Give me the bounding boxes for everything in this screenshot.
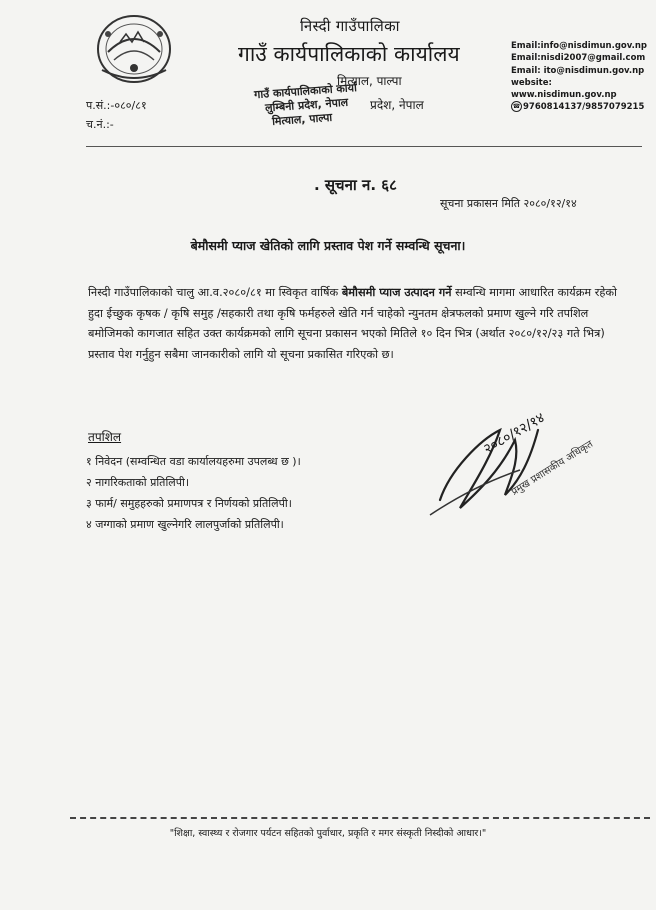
header-divider	[86, 146, 642, 147]
publication-date: सूचना प्रकासन मिति २०८०/१२/१४	[440, 197, 577, 210]
footer-divider	[70, 817, 650, 819]
details-heading: तपशिल	[88, 430, 122, 444]
dispatch-number: च.नं.:-	[86, 118, 114, 131]
phone-number: 9760814137/9857079215	[523, 102, 645, 113]
email-2: Email:nisdi2007@gmail.com	[511, 53, 646, 64]
email-1: Email:info@nisdimun.gov.np	[511, 41, 647, 51]
office-province: प्रदेश, नेपाल	[370, 98, 424, 112]
notice-number: . सूचना न. ६८	[314, 176, 397, 194]
details-item: १ निवेदन (सम्वन्धित वडा कार्यालयहरुमा उपलब्ध छ )।	[86, 455, 301, 468]
phone-icon: ☎	[512, 103, 521, 111]
phone-line	[511, 101, 647, 113]
stamp-line-2: लुम्बिनी प्रदेश, नेपाल	[264, 95, 349, 115]
notice-body	[88, 283, 624, 365]
website: www.nisdimun.gov.np	[511, 90, 617, 101]
office-name: गाउँ कार्यपालिकाको कार्यालय	[238, 42, 460, 66]
notice-subject: बेमौसमी प्याज खेतिको लागि प्रस्ताव पेश गर्ने सम्वन्धि सूचना।	[190, 238, 466, 253]
email-3: Email: ito@nisdimun.gov.np	[511, 65, 645, 76]
details-list	[86, 451, 301, 535]
stamp-line-1: गाउँ कार्यपालिकाको कार्या	[253, 81, 358, 102]
body-text-1: निस्दी गाउँपालिकाको चालु आ.व.२०८०/८१ मा स्विकृत वार्षिक	[88, 286, 342, 299]
footer-motto: "शिक्षा, स्वास्थ्य र रोजगार पर्यटन सहितको पुर्वाधार, प्रकृति र मगर संस्कृती निस्दीको आधार।"	[169, 828, 487, 839]
reference-number: प.सं.:-०८०/८१	[86, 99, 147, 112]
body-text-2: सम्वन्धि मागमा आधारित कार्यक्रम रहेको हुदा ईच्छुक कृषक / कृषि समुह /सहकारी तथा कृषि फर्महरुले खेति गर्न चाहेको न्युनतम क्षेत्रफलको प्रमाण खुल्ने गरि तपशिल बमोजिमको कागजात सहित उक्त कार्यक्रमको लागि सूचना प्रकासन भएको मितिले १० दिन भित्र (अर्थात २०८०/१२/२३ गते भित्र) प्रस्ताव पेश गर्नुहुन सबैमा जानकारीको लागि यो सूचना प्रकासित गरिएको छ।	[88, 286, 617, 361]
details-item: ३ फार्म/ समुहहरुको प्रमाणपत्र र निर्णयको प्रतिलिपी।	[86, 497, 292, 510]
website-label: website:	[511, 77, 552, 88]
signature-title: प्रमुख प्रशासकीय अधिकृत	[509, 438, 596, 498]
body-text-bold: बेमौसमी प्याज उत्पादन गर्ने	[341, 286, 452, 299]
org-name: निस्दी गाउँपालिका	[300, 17, 400, 35]
details-item: ४ जग्गाको प्रमाण खुल्नेगरि लालपुर्जाको प्रतिलिपी।	[86, 518, 284, 531]
details-item: २ नागरिकताको प्रतिलिपी।	[86, 476, 190, 489]
contact-block	[511, 40, 647, 114]
nepal-emblem-icon	[94, 12, 174, 86]
signature-date: २०८०/१२/१४	[481, 409, 548, 458]
office-address: मित्याल, पाल्पा	[337, 74, 402, 88]
stamp-line-3: मित्याल, पाल्पा	[271, 110, 333, 129]
